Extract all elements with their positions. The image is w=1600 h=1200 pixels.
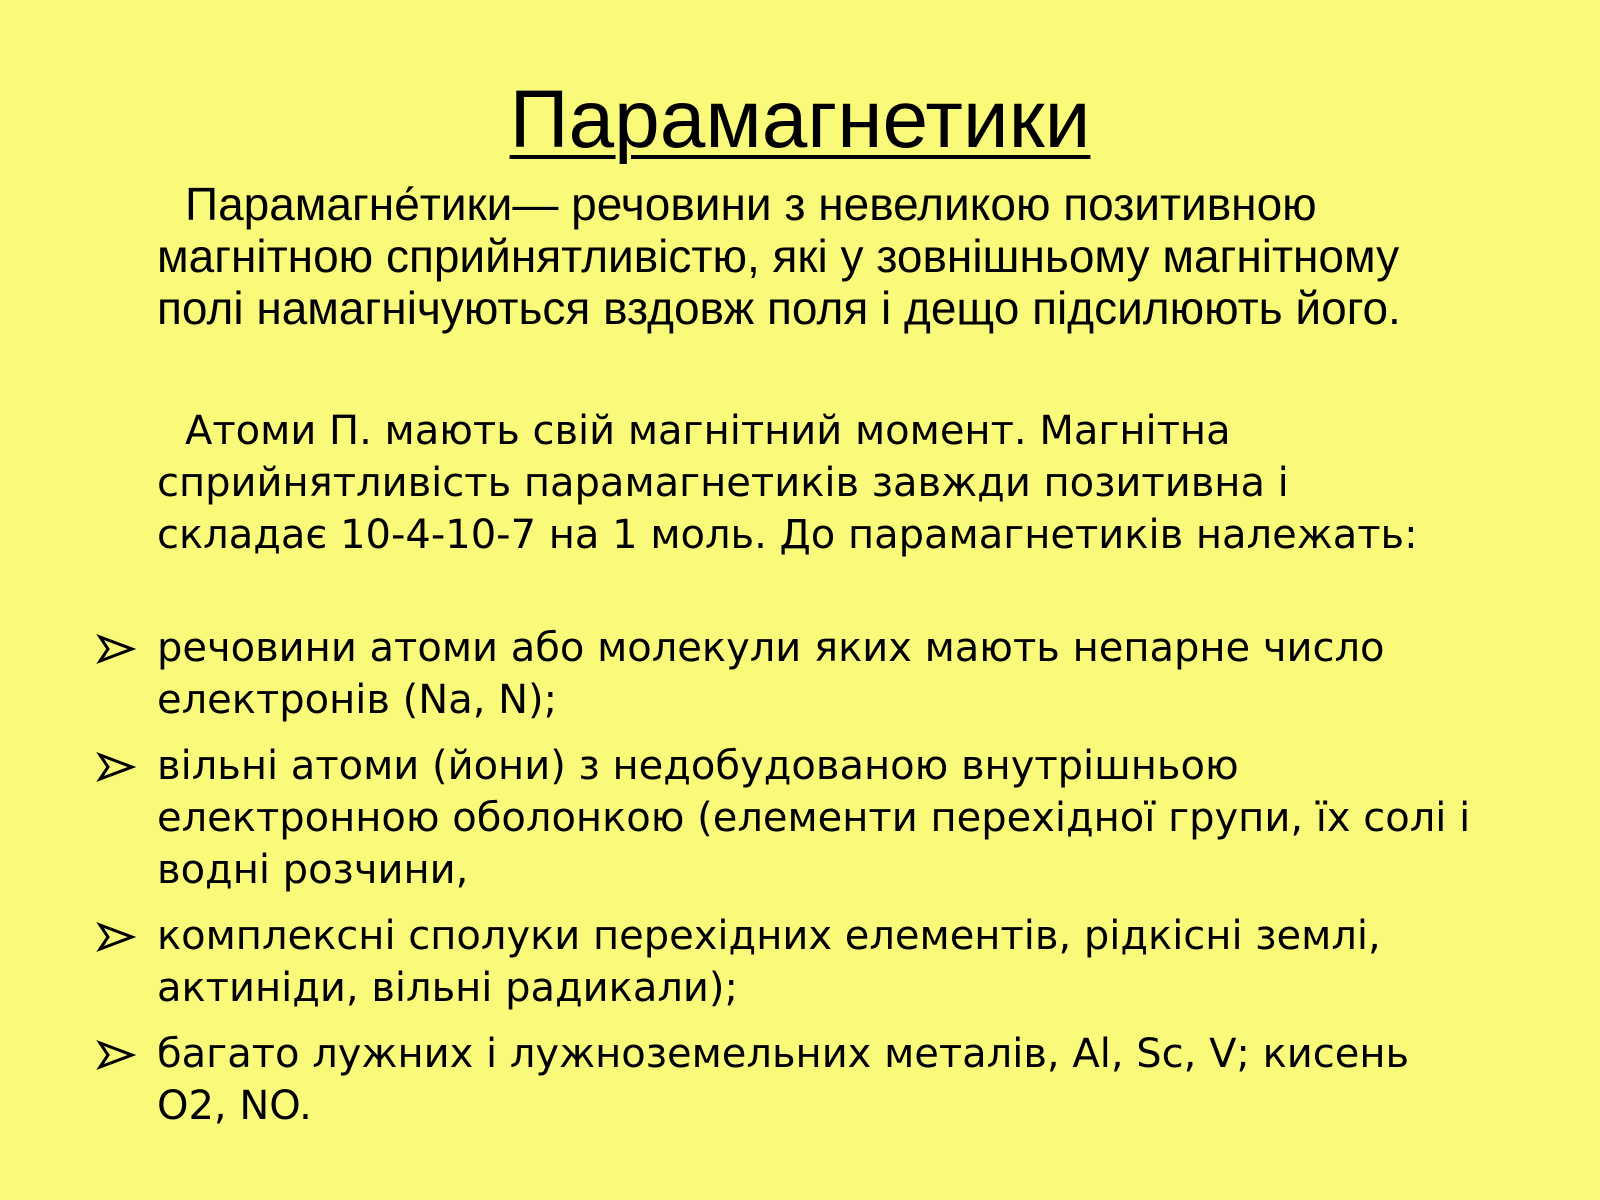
arrowhead-bullet-icon bbox=[96, 1040, 136, 1070]
paramagnetics-list bbox=[0, 622, 1600, 1146]
slide-title bbox=[0, 72, 1600, 168]
definition-paragraph bbox=[157, 178, 1417, 334]
list-item-text: речовини атоми або молекули яких мають непарне число електронів (Na, N); bbox=[157, 625, 1385, 723]
list-item-text: багато лужних і лужноземельних металів, Al, Sc, V; кисень O2, NO. bbox=[157, 1031, 1410, 1129]
definition-text: Парамагне́тики— речовини з невеликою позитивною магнітною сприйнятливістю, які у зовнішньому магнітному полі намагнічуються вздовж поля і дещо підсилюють його. bbox=[157, 178, 1401, 334]
list-item bbox=[0, 740, 1477, 896]
slide-title-text: Парамагнетики bbox=[509, 74, 1091, 165]
atoms-text: Атоми П. мають свій магнітний момент. Магнітна сприйнятливість парамагнетиків завжди позитивна і складає 10-4-10-7 на 1 моль. До парамагнетиків належать: bbox=[157, 408, 1418, 558]
atoms-paragraph bbox=[157, 405, 1457, 561]
list-item bbox=[0, 1028, 1477, 1132]
arrowhead-bullet-icon bbox=[96, 634, 136, 664]
arrowhead-bullet-icon bbox=[96, 752, 136, 782]
list-item-text: вільні атоми (йони) з недобудованою внутрішньою електронною оболонкою (елементи перехідної групи, їх солі і водні розчини, bbox=[157, 743, 1471, 893]
arrowhead-bullet-icon bbox=[96, 922, 136, 952]
list-item bbox=[0, 622, 1477, 726]
list-item-text: комплексні сполуки перехідних елементів, рідкісні землі, актиніди, вільні радикали); bbox=[157, 913, 1381, 1011]
list-item bbox=[0, 910, 1477, 1014]
